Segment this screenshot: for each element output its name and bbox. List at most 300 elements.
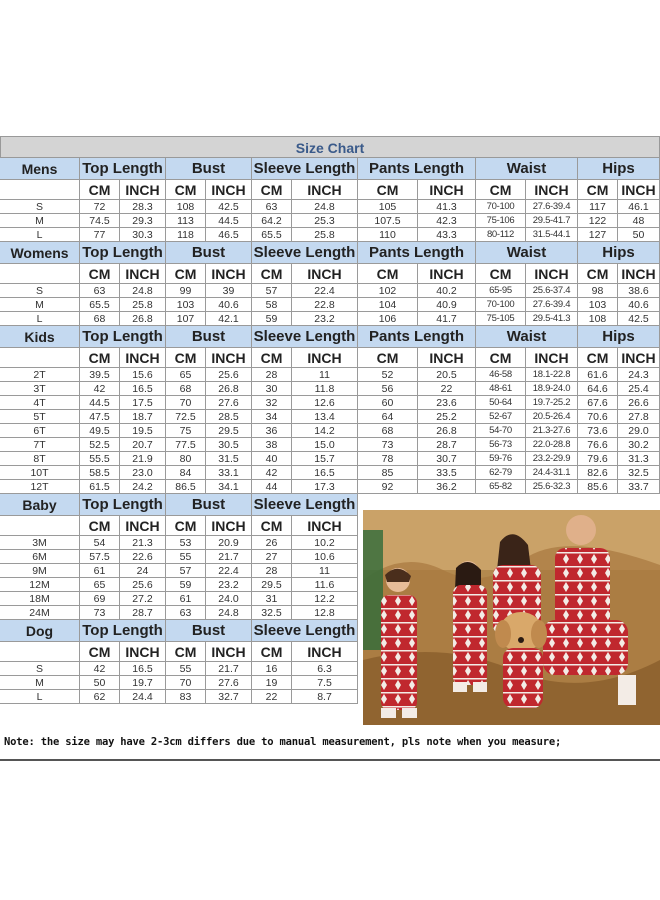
table-cell: 18.1-22.8 [526,368,578,382]
size-label: 2T [0,368,80,382]
unit-inch: INCH [206,264,252,284]
group-header-top-length: Top Length [80,620,166,642]
table-cell: 15.6 [120,368,166,382]
size-label: 3T [0,382,80,396]
unit-inch: INCH [292,180,358,200]
size-label: 12M [0,578,80,592]
table-cell: 18.7 [120,410,166,424]
table-cell: 16 [252,662,292,676]
table-cell: 52 [358,368,418,382]
table-cell: 46.5 [206,228,252,242]
unit-inch: INCH [526,264,578,284]
table-cell: 92 [358,480,418,494]
table-cell: 21.7 [206,662,252,676]
table-cell: 84 [166,466,206,480]
table-cell: 22.4 [292,284,358,298]
table-cell: 30.5 [206,438,252,452]
table-cell: 30.3 [120,228,166,242]
table-cell: 70 [166,396,206,410]
table-cell: 27 [252,550,292,564]
size-label: L [0,312,80,326]
table-cell: 110 [358,228,418,242]
table-cell: 15.0 [292,438,358,452]
table-cell: 28 [252,368,292,382]
table-cell: 64.6 [578,382,618,396]
table-cell: 103 [166,298,206,312]
unit-cm: CM [476,264,526,284]
table-cell: 62 [80,690,120,704]
table-cell: 24.4 [120,690,166,704]
table-cell: 63 [80,284,120,298]
table-cell: 21.3 [120,536,166,550]
table-cell: 31.3 [618,452,660,466]
unit-inch: INCH [526,180,578,200]
size-label: 3M [0,536,80,550]
table-cell: 113 [166,214,206,228]
table-cell: 41.7 [418,312,476,326]
size-label: S [0,284,80,298]
table-cell: 7.5 [292,676,358,690]
note-divider [0,759,660,761]
section-label-baby: Baby [0,494,80,516]
table-cell: 17.5 [120,396,166,410]
size-label: L [0,690,80,704]
unit-inch: INCH [292,642,358,662]
group-header-bust: Bust [166,242,252,264]
size-label: 4T [0,396,80,410]
table-cell: 57 [166,564,206,578]
size-label: M [0,676,80,690]
table-cell: 34 [252,410,292,424]
table-cell: 11.6 [292,578,358,592]
table-cell: 102 [358,284,418,298]
table-cell: 73.6 [578,424,618,438]
table-cell: 42 [80,662,120,676]
unit-cm: CM [80,516,120,536]
table-cell: 50-64 [476,396,526,410]
table-cell: 70.6 [578,410,618,424]
table-cell: 25.6-37.4 [526,284,578,298]
table-cell: 63 [166,606,206,620]
size-label: 24M [0,606,80,620]
group-header-top-length: Top Length [80,158,166,180]
table-cell: 74.5 [80,214,120,228]
group-header-sleeve-length: Sleeve Length [252,620,358,642]
table-cell: 11 [292,368,358,382]
unit-cm: CM [252,348,292,368]
table-cell: 39 [206,284,252,298]
measurement-note: Note: the size may have 2-3cm differs due to manual measurement, pls note when you measure; [4,736,562,748]
table-cell: 75-105 [476,312,526,326]
group-header-bust: Bust [166,620,252,642]
group-header-top-length: Top Length [80,494,166,516]
table-cell: 26.8 [418,424,476,438]
unit-inch: INCH [120,348,166,368]
unit-header-spacer [0,516,80,536]
table-cell: 10.6 [292,550,358,564]
table-cell: 15.7 [292,452,358,466]
table-cell: 70-100 [476,298,526,312]
table-cell: 25.8 [292,228,358,242]
table-cell: 53 [166,536,206,550]
table-cell: 50 [618,228,660,242]
table-cell: 46-58 [476,368,526,382]
table-cell: 38.6 [618,284,660,298]
table-cell: 39.5 [80,368,120,382]
table-cell: 36.2 [418,480,476,494]
table-cell: 24.8 [292,200,358,214]
table-cell: 21.7 [206,550,252,564]
size-label: L [0,228,80,242]
unit-inch: INCH [120,516,166,536]
group-header-sleeve-length: Sleeve Length [252,158,358,180]
size-label: 9M [0,564,80,578]
table-cell: 77.5 [166,438,206,452]
table-cell: 19 [252,676,292,690]
unit-cm: CM [80,180,120,200]
table-cell: 54 [80,536,120,550]
table-cell: 28.7 [120,606,166,620]
table-cell: 99 [166,284,206,298]
size-label: 7T [0,438,80,452]
table-cell: 59 [252,312,292,326]
table-cell: 58 [252,298,292,312]
table-cell: 107 [166,312,206,326]
group-header-sleeve-length: Sleeve Length [252,242,358,264]
table-cell: 43.3 [418,228,476,242]
table-cell: 33.7 [618,480,660,494]
table-cell: 40.2 [418,284,476,298]
table-cell: 6.3 [292,662,358,676]
table-cell: 27.2 [120,592,166,606]
unit-cm: CM [166,516,206,536]
table-cell: 64.2 [252,214,292,228]
unit-header-spacer [0,348,80,368]
table-cell: 80 [166,452,206,466]
table-cell: 31 [252,592,292,606]
table-cell: 122 [578,214,618,228]
unit-inch: INCH [618,180,660,200]
table-cell: 73 [358,438,418,452]
size-label: 12T [0,480,80,494]
table-cell: 27.6-39.4 [526,200,578,214]
table-cell: 127 [578,228,618,242]
table-cell: 68 [80,312,120,326]
unit-inch: INCH [206,642,252,662]
table-cell: 28.7 [418,438,476,452]
table-cell: 70-100 [476,200,526,214]
unit-cm: CM [578,264,618,284]
size-label: 10T [0,466,80,480]
table-cell: 65.5 [80,298,120,312]
group-header-sleeve-length: Sleeve Length [252,326,358,348]
table-cell: 19.5 [120,424,166,438]
table-cell: 21.3-27.6 [526,424,578,438]
table-cell: 27.6 [206,396,252,410]
table-cell: 27.8 [618,410,660,424]
unit-inch: INCH [618,264,660,284]
table-cell: 22.8 [292,298,358,312]
table-cell: 22.4 [206,564,252,578]
table-cell: 50 [80,676,120,690]
table-cell: 42.1 [206,312,252,326]
group-header-top-length: Top Length [80,242,166,264]
group-header-top-length: Top Length [80,326,166,348]
table-cell: 24.3 [618,368,660,382]
table-cell: 60 [358,396,418,410]
table-cell: 29.0 [618,424,660,438]
table-cell: 24.8 [120,284,166,298]
unit-header-spacer [0,642,80,662]
group-header-bust: Bust [166,494,252,516]
table-cell: 59-76 [476,452,526,466]
unit-cm: CM [166,264,206,284]
table-cell: 56 [358,382,418,396]
table-cell: 22.6 [120,550,166,564]
unit-inch: INCH [206,180,252,200]
table-cell: 40.6 [618,298,660,312]
table-cell: 79.6 [578,452,618,466]
table-cell: 12.2 [292,592,358,606]
table-cell: 42 [252,466,292,480]
table-cell: 42.5 [206,200,252,214]
table-cell: 23.2 [292,312,358,326]
table-cell: 103 [578,298,618,312]
table-cell: 62-79 [476,466,526,480]
family-photo-illustration [363,510,660,725]
table-cell: 31.5-44.1 [526,228,578,242]
table-cell: 30.2 [618,438,660,452]
group-header-waist: Waist [476,158,578,180]
table-cell: 36 [252,424,292,438]
unit-cm: CM [358,180,418,200]
table-cell: 41.3 [418,200,476,214]
table-cell: 30 [252,382,292,396]
table-cell: 19.7 [120,676,166,690]
unit-cm: CM [166,642,206,662]
table-cell: 29.5-41.7 [526,214,578,228]
table-cell: 25.6 [120,578,166,592]
unit-cm: CM [476,348,526,368]
size-label: 6T [0,424,80,438]
table-cell: 23.2 [206,578,252,592]
table-cell: 21.9 [120,452,166,466]
table-cell: 61.6 [578,368,618,382]
table-cell: 72.5 [166,410,206,424]
section-label-womens: Womens [0,242,80,264]
table-cell: 48-61 [476,382,526,396]
table-cell: 70 [166,676,206,690]
table-cell: 16.5 [292,466,358,480]
table-cell: 46.1 [618,200,660,214]
unit-cm: CM [252,180,292,200]
size-label: 5T [0,410,80,424]
table-cell: 61.5 [80,480,120,494]
table-cell: 85 [358,466,418,480]
table-cell: 12.8 [292,606,358,620]
unit-inch: INCH [120,180,166,200]
unit-cm: CM [80,264,120,284]
table-cell: 24.4-31.1 [526,466,578,480]
table-cell: 31.5 [206,452,252,466]
table-cell: 32.7 [206,690,252,704]
table-cell: 29.5-41.3 [526,312,578,326]
table-cell: 33.5 [418,466,476,480]
table-cell: 65 [80,578,120,592]
unit-inch: INCH [526,348,578,368]
table-cell: 67.6 [578,396,618,410]
table-cell: 44.5 [206,214,252,228]
chart-title: Size Chart [0,136,660,158]
table-cell: 44 [252,480,292,494]
group-header-pants-length: Pants Length [358,242,476,264]
table-cell: 80-112 [476,228,526,242]
table-cell: 24.8 [206,606,252,620]
table-cell: 24 [120,564,166,578]
table-cell: 32 [252,396,292,410]
table-cell: 86.5 [166,480,206,494]
unit-cm: CM [166,180,206,200]
table-cell: 40.9 [418,298,476,312]
table-cell: 32.5 [252,606,292,620]
group-header-sleeve-length: Sleeve Length [252,494,358,516]
unit-inch: INCH [120,264,166,284]
table-cell: 83 [166,690,206,704]
table-cell: 20.5-26.4 [526,410,578,424]
table-cell: 29.5 [206,424,252,438]
unit-cm: CM [252,264,292,284]
unit-inch: INCH [292,516,358,536]
table-cell: 85.6 [578,480,618,494]
table-cell: 23.6 [418,396,476,410]
table-cell: 29.5 [252,578,292,592]
table-cell: 28 [252,564,292,578]
table-cell: 61 [80,564,120,578]
table-cell: 29.3 [120,214,166,228]
table-cell: 55 [166,550,206,564]
section-label-kids: Kids [0,326,80,348]
table-cell: 16.5 [120,662,166,676]
table-cell: 40 [252,452,292,466]
table-cell: 23.0 [120,466,166,480]
table-cell: 26 [252,536,292,550]
table-cell: 65-95 [476,284,526,298]
group-header-bust: Bust [166,326,252,348]
table-cell: 57.5 [80,550,120,564]
table-cell: 28.5 [206,410,252,424]
unit-inch: INCH [418,348,476,368]
table-cell: 98 [578,284,618,298]
table-cell: 59 [166,578,206,592]
table-cell: 76.6 [578,438,618,452]
table-cell: 42 [80,382,120,396]
table-cell: 20.7 [120,438,166,452]
unit-cm: CM [166,348,206,368]
table-cell: 25.8 [120,298,166,312]
table-cell: 57 [252,284,292,298]
unit-inch: INCH [120,642,166,662]
unit-cm: CM [578,348,618,368]
unit-header-spacer [0,180,80,200]
size-label: S [0,200,80,214]
unit-inch: INCH [206,348,252,368]
table-cell: 27.6-39.4 [526,298,578,312]
table-cell: 42.5 [618,312,660,326]
group-header-hips: Hips [578,242,660,264]
table-cell: 30.7 [418,452,476,466]
table-cell: 16.5 [120,382,166,396]
table-cell: 117 [578,200,618,214]
size-label: 6M [0,550,80,564]
unit-inch: INCH [418,264,476,284]
table-cell: 27.6 [206,676,252,690]
section-label-dog: Dog [0,620,80,642]
table-cell: 75-106 [476,214,526,228]
table-cell: 11 [292,564,358,578]
table-cell: 118 [166,228,206,242]
table-cell: 38 [252,438,292,452]
table-cell: 19.7-25.2 [526,396,578,410]
table-cell: 34.1 [206,480,252,494]
table-cell: 42.3 [418,214,476,228]
table-cell: 56-73 [476,438,526,452]
table-cell: 17.3 [292,480,358,494]
table-cell: 72 [80,200,120,214]
group-header-waist: Waist [476,326,578,348]
table-cell: 63 [252,200,292,214]
table-cell: 20.5 [418,368,476,382]
table-cell: 78 [358,452,418,466]
table-cell: 105 [358,200,418,214]
table-cell: 65-82 [476,480,526,494]
table-cell: 26.8 [120,312,166,326]
unit-cm: CM [252,642,292,662]
unit-cm: CM [358,264,418,284]
unit-cm: CM [80,642,120,662]
table-cell: 25.3 [292,214,358,228]
table-cell: 69 [80,592,120,606]
table-cell: 52.5 [80,438,120,452]
size-label: M [0,298,80,312]
table-cell: 64 [358,410,418,424]
size-label: 18M [0,592,80,606]
unit-cm: CM [358,348,418,368]
size-label: 8T [0,452,80,466]
table-cell: 40.6 [206,298,252,312]
table-cell: 52-67 [476,410,526,424]
table-cell: 55 [166,662,206,676]
table-cell: 75 [166,424,206,438]
unit-cm: CM [252,516,292,536]
table-cell: 24.0 [206,592,252,606]
table-cell: 28.3 [120,200,166,214]
unit-cm: CM [80,348,120,368]
table-cell: 44.5 [80,396,120,410]
table-cell: 106 [358,312,418,326]
unit-inch: INCH [418,180,476,200]
table-cell: 33.1 [206,466,252,480]
unit-inch: INCH [618,348,660,368]
size-label: S [0,662,80,676]
table-cell: 82.6 [578,466,618,480]
table-cell: 26.6 [618,396,660,410]
unit-inch: INCH [292,264,358,284]
table-cell: 14.2 [292,424,358,438]
table-cell: 49.5 [80,424,120,438]
table-cell: 68 [166,382,206,396]
table-cell: 12.6 [292,396,358,410]
table-cell: 55.5 [80,452,120,466]
